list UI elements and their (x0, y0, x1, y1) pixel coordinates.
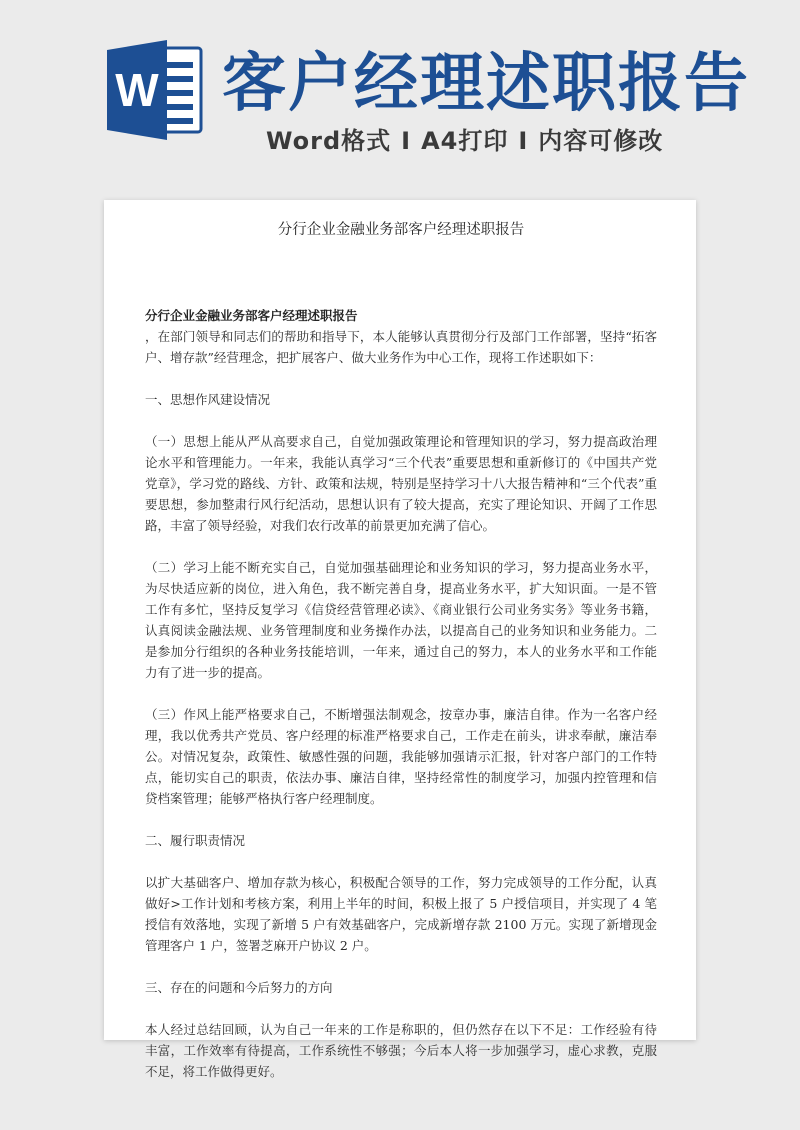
body-paragraph: （一）思想上能从严从高要求自己，自觉加强政策理论和管理知识的学习，努力提高政治理论水平和管理能力。一年来，我能认真学习“三个代表”重要思想和重新修订的《中国共产党党章》，学习党的路线、方针、政策和法规，特别是坚持学习十八大报告精神和“三个代表”重要思想，参加整肃行风行纪活动，思想认识有了较大提高，充实了理论知识、开阔了工作思路，丰富了领导经验，对我们农行改革的前景更加充满了信心。 (145, 434, 657, 533)
body-paragraph: 本人经过总结回顾，认为自己一年来的工作是称职的，但仍然存在以下不足：工作经验有待丰富，工作效率有待提高，工作系统性不够强；今后本人将一步加强学习，虚心求教，克服不足，将工作做得更好。 (145, 1022, 657, 1079)
banner-title: 客户经理述职报告 (222, 47, 750, 121)
banner-subtitle (266, 124, 663, 158)
format-label: Word格式 (266, 127, 392, 155)
print-label: A4打印 (421, 127, 509, 155)
separator: I (518, 127, 529, 155)
section-heading: 一、思想作风建设情况 (145, 392, 271, 407)
document-page (104, 200, 696, 1079)
section-heading: 三、存在的问题和今后努力的方向 (145, 980, 333, 995)
separator: I (401, 127, 412, 155)
document-subtitle: 分行企业金融业务部客户经理述职报告 (145, 308, 358, 323)
word-document-icon (107, 40, 203, 140)
word-icon-letter: W (115, 64, 159, 116)
intro-paragraph: ，在部门领导和同志们的帮助和指导下，本人能够认真贯彻分行及部门工作部署，坚持“拓客户、增存款”经营理念，把扩展客户、做大业务作为中心工作，现将工作述职如下： (145, 329, 657, 365)
section-heading: 二、履行职责情况 (145, 833, 246, 848)
body-paragraph: 以扩大基础客户、增加存款为核心，积极配合领导的工作，努力完成领导的工作分配，认真做好>工作计划和考核方案，利用上半年的时间，积极上报了 5 户授信项目，并实现了 4 笔授信有效落地，实现了新增 5 户有效基础客户，完成新增存款 2100 万元。实现了新增现金管理客户 1 户，签署芝麻开户协议 2 户。 (145, 875, 657, 953)
editable-label: 内容可修改 (538, 127, 664, 155)
body-paragraph: （二）学习上能不断充实自己，自觉加强基础理论和业务知识的学习，努力提高业务水平，为尽快适应新的岗位，进入角色，我不断完善自身，提高业务水平，扩大知识面。一是不管工作有多忙，坚持反复学习《信贷经营管理必读》、《商业银行公司业务实务》等业务书籍，认真阅读金融法规、业务管理制度和业务操作办法，以提高自己的业务知识和业务能力。二是参加分行组织的各种业务技能培训，一年来，通过自己的努力，本人的业务水平和工作能力有了进一步的提高。 (145, 560, 657, 680)
banner-header (0, 0, 800, 190)
document-title: 分行企业金融业务部客户经理述职报告 (277, 222, 525, 238)
body-paragraph: （三）作风上能严格要求自己，不断增强法制观念，按章办事，廉洁自律。作为一名客户经理，我以优秀共产党员、客户经理的标准严格要求自己，工作走在前头，讲求奉献，廉洁奉公。对情况复杂，政策性、敏感性强的问题，我能够加强请示汇报，针对客户部门的工作特点，能切实自己的职责，依法办事、廉洁自律，坚持经常性的制度学习，加强内控管理和信贷档案管理；能够严格执行客户经理制度。 (145, 707, 657, 806)
